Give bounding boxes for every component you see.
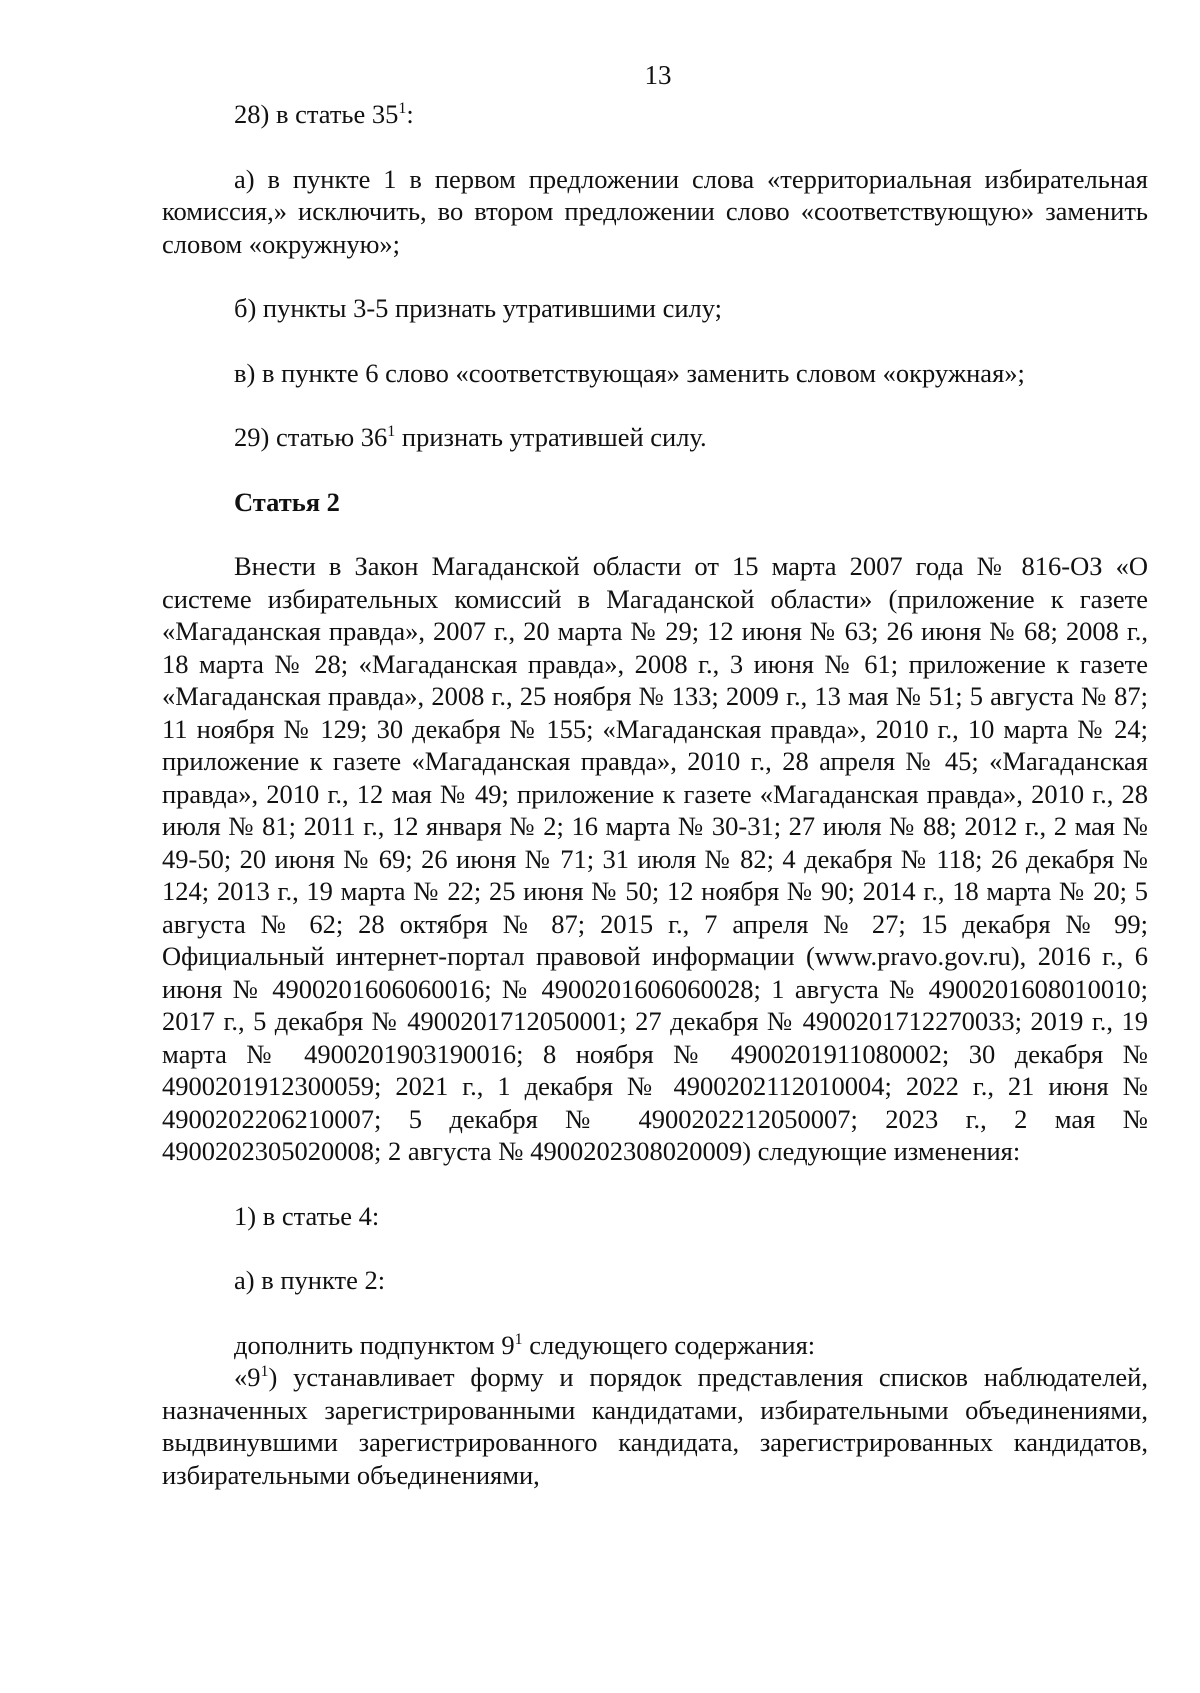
item-28-b: б) пункты 3-5 признать утратившими силу; bbox=[234, 293, 723, 323]
supplement-line bbox=[162, 1329, 1148, 1362]
item-1: 1) в статье 4: bbox=[234, 1200, 380, 1231]
page-number: 13 bbox=[644, 60, 672, 90]
item-29-superscript: 1 bbox=[387, 423, 396, 441]
article-2-text: Внести в Закон Магаданской области от 15 марта 2007 года № 816-ОЗ «О системе избирательных комиссий в Магаданской области» (приложение к газете «Магаданская правда», 2007 г., 20 марта № 29; 12 июня № 63; 26 июня № 68; 2008 г., 18 марта № 28; «Магаданская правда», 2008 г., 3 июня № 61; приложение к газете «Магаданская правда», 2008 г., 25 ноября № 133; 2009 г., 13 мая № 51; 5 августа № 87; 11 ноября № 129; 30 декабря № 155; «Магаданская правда», 2010 г., 10 марта № 24; приложение к газете «Магаданская правда», 2010 г., 28 апреля № 45; «Магаданская правда», 2010 г., 12 мая № 49; приложение к газете «Магаданская правда», 2010 г., 28 июля № 81; 2011 г., 12 января № 2; 16 марта № 30-31; 27 июля № 88; 2012 г., 2 мая № 49-50; 20 июня № 69; 26 июня № 71; 31 июля № 82; 4 декабря № 118; 26 декабря № 124; 2013 г., 19 марта № 22; 25 июня № 50; 12 ноября № 90; 2014 г., 18 марта № 20; 5 августа № 62; 28 октября № 87; 2015 г., 7 апреля № 27; 15 декабря № 99; Официальный интернет-портал правовой информации (www.pravo.gov.ru), 2016 г., 6 июня № 4900201606060016; № 4900201606060028; 1 августа № 4900201608010010; 2017 г., 5 декабря № 4900201712050001; 27 декабря № 4900201712270033; 2019 г., 19 марта № 4900201903190016; 8 ноября № 4900201911080002; 30 декабря № 4900201912300059; 2021 г., 1 декабря № 4900202112010004; 2022 г., 21 июня № 4900202206210007; 5 декабря № 4900202212050007; 2023 г., 2 мая № 4900202305020008; 2 августа № 4900202308020009) следующие изменения: bbox=[162, 551, 1148, 1166]
supplement-text: дополнить подпунктом 9 bbox=[234, 1329, 515, 1360]
quoted-subitem bbox=[162, 1361, 1148, 1491]
item-28 bbox=[162, 98, 1148, 131]
document-body bbox=[162, 98, 1148, 1491]
item-28-suffix: : bbox=[406, 99, 414, 129]
item-29-suffix: признать утратившей силу. bbox=[395, 422, 707, 452]
quote-superscript: 1 bbox=[260, 1363, 269, 1381]
item-28-text: 28) в статье 35 bbox=[234, 99, 399, 129]
item-28-a: а) в пункте 1 в первом предложении слова «территориальная избирательная комиссия,» исключить, во втором предложении слово «соответствующую» заменить словом «окружную»; bbox=[162, 163, 1148, 259]
supplement-superscript: 1 bbox=[514, 1330, 523, 1348]
item-29 bbox=[162, 421, 1148, 454]
item-1-a: а) в пункте 2: bbox=[234, 1265, 386, 1295]
quote-text: «9 bbox=[234, 1362, 261, 1392]
item-28-c: в) в пункте 6 слово «соответствующая» заменить словом «окружная»; bbox=[234, 357, 1025, 388]
item-28-superscript: 1 bbox=[398, 100, 407, 118]
quote-body: ) устанавливает форму и порядок представления списков наблюдателей, назначенных зарегистрированными кандидатами, избирательными объединениями, выдвинувшими зарегистрированного кандидата, зарегистрированных кандидатов, избирательными объединениями, bbox=[162, 1362, 1148, 1490]
article-2-heading: Статья 2 bbox=[234, 486, 340, 517]
supplement-suffix: следующего содержания: bbox=[522, 1329, 816, 1360]
item-29-text: 29) статью 36 bbox=[234, 422, 388, 452]
